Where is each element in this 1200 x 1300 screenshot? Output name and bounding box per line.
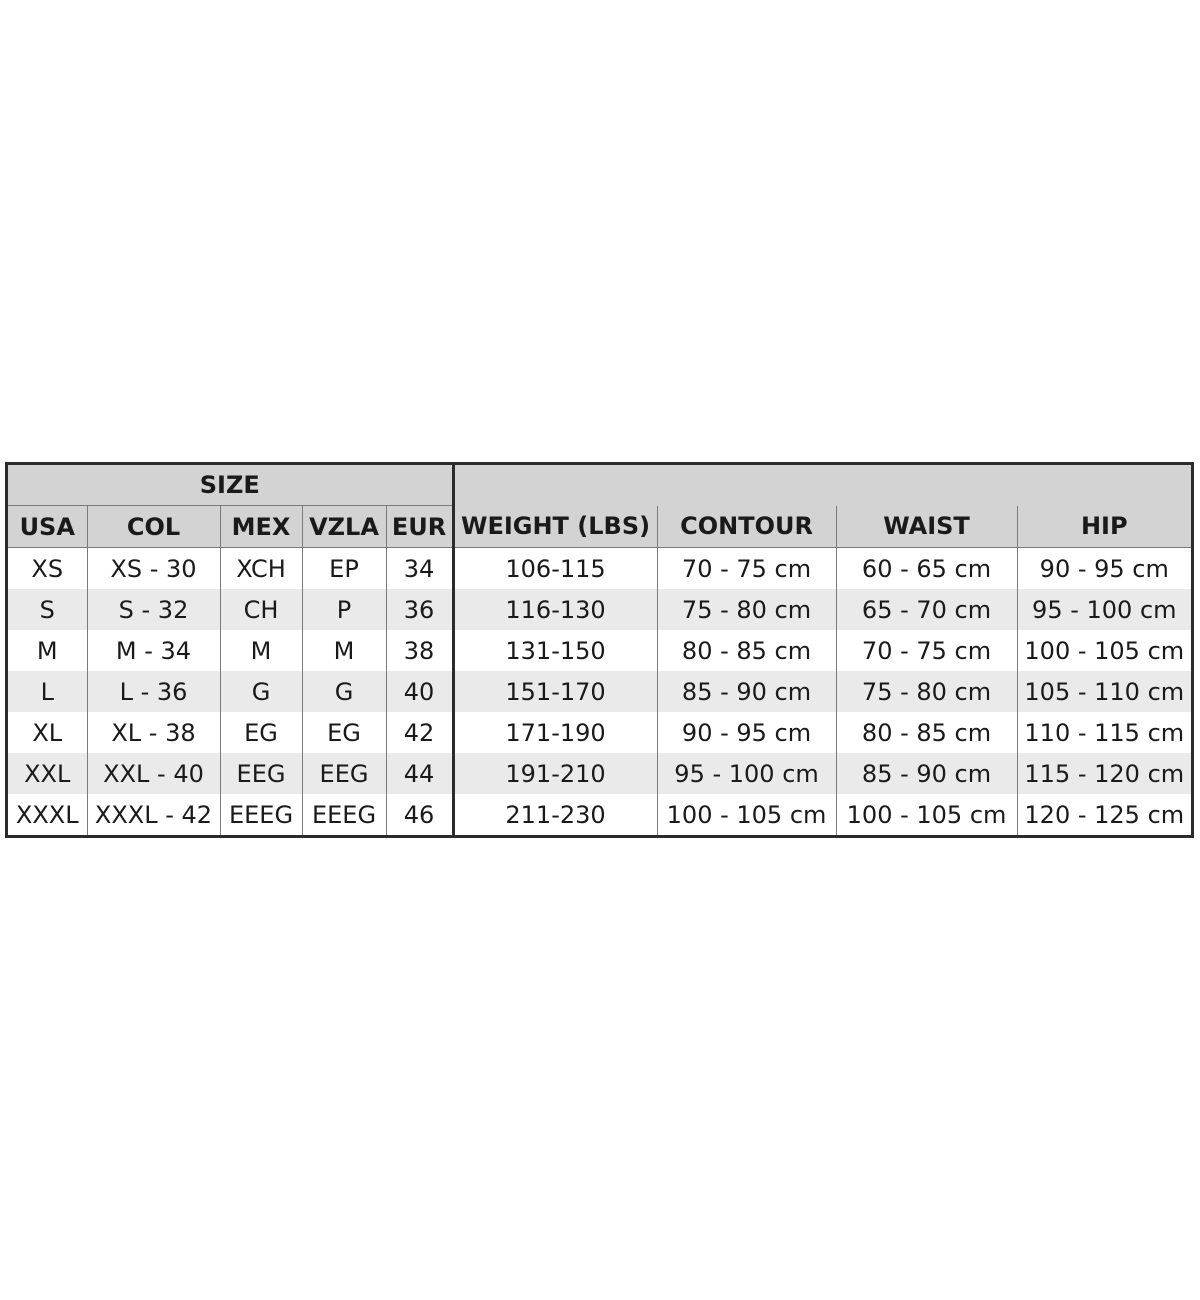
cell-hip: 95 - 100 cm	[1017, 589, 1191, 630]
table-row	[8, 671, 1191, 712]
cell-hip: 110 - 115 cm	[1017, 712, 1191, 753]
cell-usa: XS	[8, 548, 87, 590]
cell-waist: 70 - 75 cm	[836, 630, 1017, 671]
cell-waist: 100 - 105 cm	[836, 794, 1017, 835]
cell-eur: 34	[386, 548, 453, 590]
size-table-body	[8, 548, 1191, 836]
cell-vzla: EG	[302, 712, 386, 753]
cell-hip: 90 - 95 cm	[1017, 548, 1191, 590]
column-header-waist: WAIST	[836, 506, 1017, 548]
cell-vzla: G	[302, 671, 386, 712]
group-header-row	[8, 465, 1191, 506]
cell-weight: 131-150	[453, 630, 657, 671]
cell-eur: 44	[386, 753, 453, 794]
cell-hip: 105 - 110 cm	[1017, 671, 1191, 712]
cell-waist: 80 - 85 cm	[836, 712, 1017, 753]
cell-eur: 36	[386, 589, 453, 630]
cell-contour: 85 - 90 cm	[657, 671, 836, 712]
cell-usa: XXXL	[8, 794, 87, 835]
cell-contour: 90 - 95 cm	[657, 712, 836, 753]
cell-col: L - 36	[87, 671, 220, 712]
cell-hip: 120 - 125 cm	[1017, 794, 1191, 835]
cell-col: XXXL - 42	[87, 794, 220, 835]
cell-mex: M	[220, 630, 302, 671]
cell-contour: 100 - 105 cm	[657, 794, 836, 835]
cell-contour: 75 - 80 cm	[657, 589, 836, 630]
table-row	[8, 548, 1191, 590]
cell-waist: 85 - 90 cm	[836, 753, 1017, 794]
size-group-header: SIZE	[8, 465, 453, 506]
cell-mex: XCH	[220, 548, 302, 590]
cell-vzla: P	[302, 589, 386, 630]
cell-usa: S	[8, 589, 87, 630]
cell-eur: 38	[386, 630, 453, 671]
cell-usa: M	[8, 630, 87, 671]
size-chart	[5, 462, 1194, 838]
cell-weight: 151-170	[453, 671, 657, 712]
cell-vzla: EEEG	[302, 794, 386, 835]
cell-weight: 116-130	[453, 589, 657, 630]
cell-contour: 80 - 85 cm	[657, 630, 836, 671]
cell-weight: 211-230	[453, 794, 657, 835]
cell-eur: 46	[386, 794, 453, 835]
column-header-vzla: VZLA	[302, 506, 386, 548]
column-header-eur: EUR	[386, 506, 453, 548]
cell-weight: 106-115	[453, 548, 657, 590]
cell-vzla: M	[302, 630, 386, 671]
table-row	[8, 630, 1191, 671]
cell-mex: CH	[220, 589, 302, 630]
cell-weight: 191-210	[453, 753, 657, 794]
column-header-col: COL	[87, 506, 220, 548]
cell-usa: XXL	[8, 753, 87, 794]
cell-col: XL - 38	[87, 712, 220, 753]
size-table	[8, 465, 1191, 835]
column-header-weight: WEIGHT (LBS)	[453, 506, 657, 548]
table-row	[8, 589, 1191, 630]
cell-col: M - 34	[87, 630, 220, 671]
cell-waist: 60 - 65 cm	[836, 548, 1017, 590]
cell-mex: EG	[220, 712, 302, 753]
cell-col: XS - 30	[87, 548, 220, 590]
cell-contour: 70 - 75 cm	[657, 548, 836, 590]
table-row	[8, 712, 1191, 753]
column-header-contour: CONTOUR	[657, 506, 836, 548]
cell-mex: EEG	[220, 753, 302, 794]
cell-eur: 40	[386, 671, 453, 712]
cell-hip: 100 - 105 cm	[1017, 630, 1191, 671]
column-header-mex: MEX	[220, 506, 302, 548]
table-row	[8, 794, 1191, 835]
cell-vzla: EEG	[302, 753, 386, 794]
cell-waist: 65 - 70 cm	[836, 589, 1017, 630]
table-row	[8, 753, 1191, 794]
cell-usa: XL	[8, 712, 87, 753]
column-header-usa: USA	[8, 506, 87, 548]
cell-contour: 95 - 100 cm	[657, 753, 836, 794]
column-header-row	[8, 506, 1191, 548]
cell-mex: EEEG	[220, 794, 302, 835]
cell-col: XXL - 40	[87, 753, 220, 794]
cell-usa: L	[8, 671, 87, 712]
cell-weight: 171-190	[453, 712, 657, 753]
cell-vzla: EP	[302, 548, 386, 590]
cell-eur: 42	[386, 712, 453, 753]
cell-col: S - 32	[87, 589, 220, 630]
cell-hip: 115 - 120 cm	[1017, 753, 1191, 794]
column-header-hip: HIP	[1017, 506, 1191, 548]
measurements-group-header	[453, 465, 1191, 506]
cell-waist: 75 - 80 cm	[836, 671, 1017, 712]
cell-mex: G	[220, 671, 302, 712]
